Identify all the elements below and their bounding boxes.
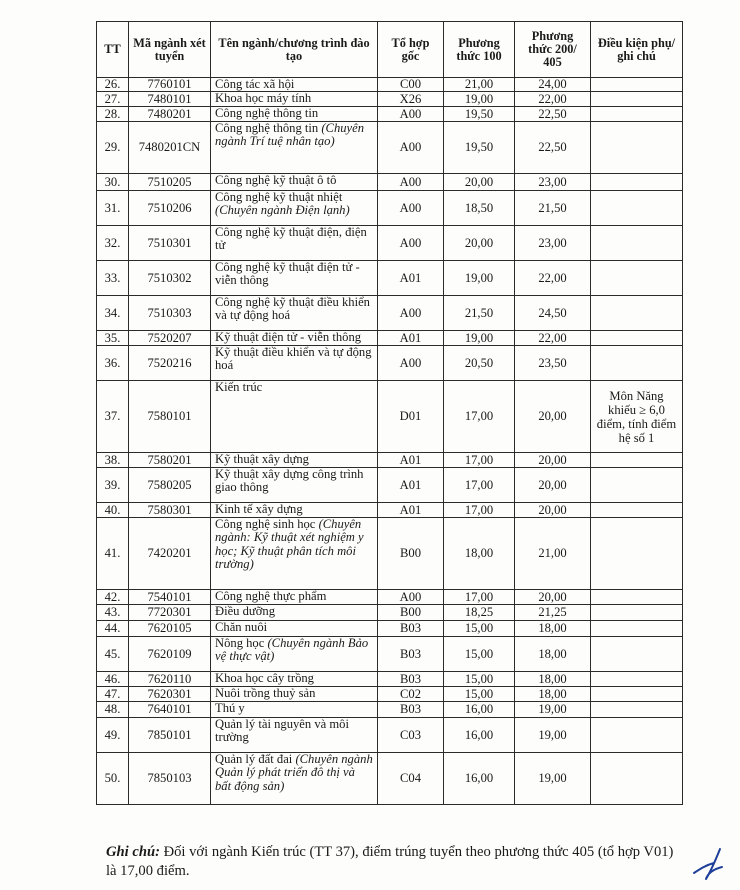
row-number: 39. <box>97 468 129 503</box>
program-name-text: Nông học <box>215 636 265 651</box>
score-method-100: 17,00 <box>444 468 515 503</box>
subject-combination: A00 <box>378 107 444 122</box>
program-name <box>211 261 378 296</box>
subject-combination: X26 <box>378 92 444 107</box>
condition-note <box>591 107 683 122</box>
signature-mark-icon <box>690 843 726 883</box>
program-name-text: Nuôi trồng thuỷ sản <box>215 686 316 701</box>
score-method-200-405: 21,50 <box>515 191 591 226</box>
subject-combination: A01 <box>378 261 444 296</box>
major-code: 7720301 <box>129 605 211 621</box>
row-number: 44. <box>97 621 129 637</box>
condition-note <box>591 346 683 381</box>
subject-combination: C00 <box>378 78 444 92</box>
major-code: 7620110 <box>129 672 211 687</box>
table-row <box>97 621 683 637</box>
program-specialization: (Chuyên ngành: Kỹ thuật xét nghiệm y học; Kỹ thuật phân tích môi trường) <box>215 517 364 571</box>
program-name-text: Công nghệ kỹ thuật điều khiển và tự động hoá <box>215 295 370 323</box>
score-method-200-405: 20,00 <box>515 468 591 503</box>
program-name-text: Kiến trúc <box>215 380 263 395</box>
major-code: 7510205 <box>129 174 211 191</box>
condition-note <box>591 296 683 331</box>
condition-note <box>591 637 683 672</box>
table-row <box>97 92 683 107</box>
program-name <box>211 226 378 261</box>
table-row <box>97 191 683 226</box>
program-name-text: Quản lý tài nguyên và môi trường <box>215 717 349 745</box>
row-number: 34. <box>97 296 129 331</box>
subject-combination: A00 <box>378 590 444 605</box>
score-method-200-405: 22,00 <box>515 261 591 296</box>
program-name <box>211 687 378 702</box>
score-method-100: 17,00 <box>444 453 515 468</box>
program-name <box>211 672 378 687</box>
program-name <box>211 191 378 226</box>
condition-note: Môn Năng khiếu ≥ 6,0 điểm, tính điểm hệ số 1 <box>591 381 683 453</box>
condition-note <box>591 702 683 718</box>
score-method-200-405: 23,00 <box>515 226 591 261</box>
row-number: 46. <box>97 672 129 687</box>
major-code: 7580205 <box>129 468 211 503</box>
row-number: 41. <box>97 518 129 590</box>
program-name <box>211 718 378 753</box>
footnote <box>106 843 686 881</box>
program-name <box>211 518 378 590</box>
major-code: 7620301 <box>129 687 211 702</box>
program-name <box>211 637 378 672</box>
program-name-text: Kỹ thuật điều khiển và tự động hoá <box>215 345 372 373</box>
program-name <box>211 331 378 346</box>
subject-combination: A01 <box>378 468 444 503</box>
row-number: 33. <box>97 261 129 296</box>
score-method-200-405: 24,50 <box>515 296 591 331</box>
score-method-100: 16,00 <box>444 702 515 718</box>
row-number: 47. <box>97 687 129 702</box>
program-name-text: Chăn nuôi <box>215 620 268 635</box>
score-method-100: 18,25 <box>444 605 515 621</box>
major-code: 7480201 <box>129 107 211 122</box>
row-number: 50. <box>97 753 129 805</box>
subject-combination: A01 <box>378 503 444 518</box>
major-code: 7640101 <box>129 702 211 718</box>
program-name <box>211 590 378 605</box>
table-row <box>97 503 683 518</box>
major-code: 7760101 <box>129 78 211 92</box>
subject-combination: C04 <box>378 753 444 805</box>
score-method-200-405: 22,50 <box>515 122 591 174</box>
score-method-200-405: 24,00 <box>515 78 591 92</box>
table-row <box>97 122 683 174</box>
score-method-100: 21,50 <box>444 296 515 331</box>
program-name-text: Kỹ thuật điện tử - viễn thông <box>215 330 362 345</box>
condition-note <box>591 753 683 805</box>
score-method-200-405: 22,50 <box>515 107 591 122</box>
subject-combination: B03 <box>378 702 444 718</box>
header-combo: Tổ hợp gốc <box>378 22 444 78</box>
subject-combination: B03 <box>378 621 444 637</box>
condition-note <box>591 453 683 468</box>
score-method-200-405: 19,00 <box>515 702 591 718</box>
subject-combination: C02 <box>378 687 444 702</box>
table-row <box>97 702 683 718</box>
program-specialization: (Chuyên ngành Quản lý phát triển đô thị và bất động sản) <box>215 752 373 793</box>
program-name-text: Công tác xã hội <box>215 77 295 91</box>
program-name <box>211 92 378 107</box>
footnote-label: Ghi chú: <box>106 844 160 860</box>
score-method-200-405: 20,00 <box>515 590 591 605</box>
major-code: 7620109 <box>129 637 211 672</box>
condition-note <box>591 226 683 261</box>
score-method-100: 15,00 <box>444 637 515 672</box>
condition-note <box>591 331 683 346</box>
program-name-text: Kỹ thuật xây dựng công trình giao thông <box>215 467 364 495</box>
major-code: 7520207 <box>129 331 211 346</box>
score-method-100: 16,00 <box>444 753 515 805</box>
row-number: 43. <box>97 605 129 621</box>
condition-note <box>591 92 683 107</box>
score-method-200-405: 22,00 <box>515 331 591 346</box>
score-method-100: 19,50 <box>444 122 515 174</box>
program-name <box>211 453 378 468</box>
score-method-100: 16,00 <box>444 718 515 753</box>
major-code: 7510206 <box>129 191 211 226</box>
program-name <box>211 605 378 621</box>
program-name-text: Quản lý đất đai <box>215 752 293 767</box>
table-row <box>97 590 683 605</box>
row-number: 32. <box>97 226 129 261</box>
condition-note <box>591 718 683 753</box>
admission-table <box>96 21 683 805</box>
footnote-text: Đối với ngành Kiến trúc (TT 37), điểm trúng tuyển theo phương thức 405 (tổ hợp V01) là 17,00 điểm. <box>106 844 674 879</box>
row-number: 48. <box>97 702 129 718</box>
major-code: 7420201 <box>129 518 211 590</box>
table-row <box>97 226 683 261</box>
table-row <box>97 637 683 672</box>
program-name <box>211 621 378 637</box>
condition-note <box>591 191 683 226</box>
row-number: 49. <box>97 718 129 753</box>
subject-combination: B00 <box>378 518 444 590</box>
table-row <box>97 468 683 503</box>
row-number: 37. <box>97 381 129 453</box>
subject-combination: C03 <box>378 718 444 753</box>
row-number: 45. <box>97 637 129 672</box>
table-row <box>97 518 683 590</box>
score-method-200-405: 21,25 <box>515 605 591 621</box>
table-body <box>97 78 683 805</box>
program-name-text: Công nghệ kỹ thuật ô tô <box>215 173 337 188</box>
row-number: 31. <box>97 191 129 226</box>
table-row <box>97 381 683 453</box>
score-method-200-405: 23,50 <box>515 346 591 381</box>
table-row <box>97 107 683 122</box>
subject-combination: A00 <box>378 174 444 191</box>
table-row <box>97 687 683 702</box>
subject-combination: A00 <box>378 191 444 226</box>
score-method-100: 19,00 <box>444 331 515 346</box>
header-name: Tên ngành/chương trình đào tạo <box>211 22 378 78</box>
score-method-200-405: 19,00 <box>515 753 591 805</box>
header-code: Mã ngành xét tuyển <box>129 22 211 78</box>
major-code: 7510302 <box>129 261 211 296</box>
table-row <box>97 672 683 687</box>
header-condition: Điều kiện phụ/ ghi chú <box>591 22 683 78</box>
major-code: 7510301 <box>129 226 211 261</box>
condition-note <box>591 78 683 92</box>
program-name <box>211 503 378 518</box>
subject-combination: B00 <box>378 605 444 621</box>
row-number: 36. <box>97 346 129 381</box>
program-specialization: (Chuyên ngành Trí tuệ nhân tạo) <box>215 121 365 149</box>
score-method-100: 19,00 <box>444 92 515 107</box>
header-tt: TT <box>97 22 129 78</box>
subject-combination: A00 <box>378 296 444 331</box>
header-method-100: Phương thức 100 <box>444 22 515 78</box>
program-name <box>211 296 378 331</box>
major-code: 7480101 <box>129 92 211 107</box>
program-name-text: Công nghệ thông tin <box>215 121 319 136</box>
major-code: 7510303 <box>129 296 211 331</box>
score-method-100: 19,50 <box>444 107 515 122</box>
program-name <box>211 753 378 805</box>
program-name-text: Công nghệ thực phẩm <box>215 589 327 604</box>
table-row <box>97 296 683 331</box>
program-name <box>211 468 378 503</box>
subject-combination: A01 <box>378 331 444 346</box>
row-number: 42. <box>97 590 129 605</box>
row-number: 27. <box>97 92 129 107</box>
row-number: 29. <box>97 122 129 174</box>
condition-note <box>591 468 683 503</box>
header-method-200-405: Phương thức 200/ 405 <box>515 22 591 78</box>
score-method-100: 18,50 <box>444 191 515 226</box>
subject-combination: A01 <box>378 453 444 468</box>
score-method-100: 17,00 <box>444 503 515 518</box>
major-code: 7580101 <box>129 381 211 453</box>
condition-note <box>591 590 683 605</box>
table-row <box>97 261 683 296</box>
program-name-text: Công nghệ sinh học <box>215 517 316 532</box>
row-number: 38. <box>97 453 129 468</box>
program-name <box>211 381 378 453</box>
condition-note <box>591 503 683 518</box>
score-method-200-405: 18,00 <box>515 637 591 672</box>
program-name <box>211 122 378 174</box>
score-method-200-405: 18,00 <box>515 621 591 637</box>
condition-note <box>591 605 683 621</box>
program-name <box>211 78 378 92</box>
program-name-text: Kỹ thuật xây dựng <box>215 452 309 467</box>
table-row <box>97 753 683 805</box>
program-name <box>211 346 378 381</box>
score-method-200-405: 21,00 <box>515 518 591 590</box>
condition-note <box>591 621 683 637</box>
score-method-100: 20,00 <box>444 226 515 261</box>
major-code: 7540101 <box>129 590 211 605</box>
table-header-row <box>97 22 683 78</box>
program-name <box>211 107 378 122</box>
condition-note <box>591 122 683 174</box>
table-row <box>97 718 683 753</box>
table-row <box>97 331 683 346</box>
score-method-200-405: 19,00 <box>515 718 591 753</box>
table-row <box>97 174 683 191</box>
score-method-100: 15,00 <box>444 687 515 702</box>
score-method-100: 18,00 <box>444 518 515 590</box>
condition-note <box>591 261 683 296</box>
subject-combination: B03 <box>378 672 444 687</box>
condition-note <box>591 687 683 702</box>
score-method-100: 17,00 <box>444 590 515 605</box>
condition-note <box>591 174 683 191</box>
program-name-text: Khoa học cây trồng <box>215 671 314 686</box>
program-name <box>211 702 378 718</box>
table-row <box>97 453 683 468</box>
score-method-100: 20,50 <box>444 346 515 381</box>
row-number: 28. <box>97 107 129 122</box>
table-row <box>97 605 683 621</box>
score-method-100: 21,00 <box>444 78 515 92</box>
major-code: 7850101 <box>129 718 211 753</box>
score-method-200-405: 20,00 <box>515 381 591 453</box>
score-method-100: 17,00 <box>444 381 515 453</box>
score-method-200-405: 20,00 <box>515 453 591 468</box>
row-number: 40. <box>97 503 129 518</box>
subject-combination: B03 <box>378 637 444 672</box>
score-method-200-405: 20,00 <box>515 503 591 518</box>
row-number: 35. <box>97 331 129 346</box>
score-method-100: 19,00 <box>444 261 515 296</box>
program-name-text: Công nghệ kỹ thuật điện tử - viễn thông <box>215 260 360 288</box>
score-method-100: 20,00 <box>444 174 515 191</box>
score-method-200-405: 22,00 <box>515 92 591 107</box>
program-name-text: Công nghệ kỹ thuật nhiệt <box>215 190 343 205</box>
row-number: 26. <box>97 78 129 92</box>
condition-note <box>591 672 683 687</box>
program-specialization: (Chuyên ngành Bảo vệ thực vật) <box>215 636 369 664</box>
score-method-200-405: 18,00 <box>515 687 591 702</box>
major-code: 7580301 <box>129 503 211 518</box>
condition-note <box>591 518 683 590</box>
score-method-200-405: 23,00 <box>515 174 591 191</box>
program-name <box>211 174 378 191</box>
score-method-100: 15,00 <box>444 672 515 687</box>
program-name-text: Thú y <box>215 701 245 716</box>
program-name-text: Công nghệ thông tin <box>215 106 319 121</box>
score-method-100: 15,00 <box>444 621 515 637</box>
major-code: 7480201CN <box>129 122 211 174</box>
program-name-text: Kinh tế xây dựng <box>215 502 303 517</box>
subject-combination: A00 <box>378 346 444 381</box>
major-code: 7580201 <box>129 453 211 468</box>
subject-combination: A00 <box>378 226 444 261</box>
table-row <box>97 346 683 381</box>
program-specialization: (Chuyên ngành Điện lạnh) <box>215 203 350 218</box>
subject-combination: A00 <box>378 122 444 174</box>
major-code: 7520216 <box>129 346 211 381</box>
score-method-200-405: 18,00 <box>515 672 591 687</box>
major-code: 7620105 <box>129 621 211 637</box>
program-name-text: Điều dưỡng <box>215 604 276 619</box>
program-name-text: Khoa học máy tính <box>215 91 312 106</box>
table-row <box>97 78 683 92</box>
program-name-text: Công nghệ kỹ thuật điện, điện tử <box>215 225 367 253</box>
major-code: 7850103 <box>129 753 211 805</box>
subject-combination: D01 <box>378 381 444 453</box>
row-number: 30. <box>97 174 129 191</box>
